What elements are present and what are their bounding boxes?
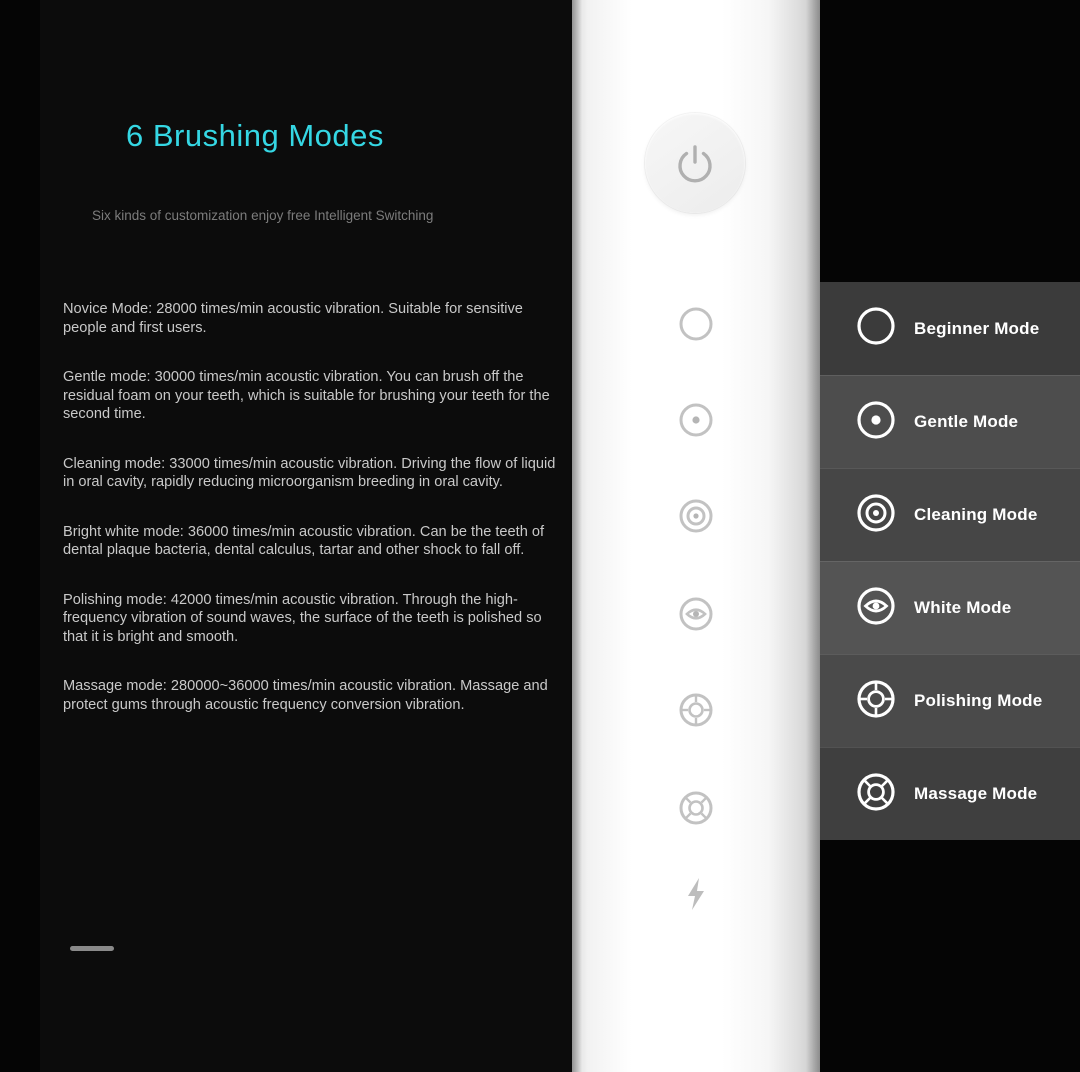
- device-left-shadow: [572, 0, 582, 1072]
- mode-legend-label: Polishing Mode: [914, 691, 1043, 710]
- home-indicator-bar: [70, 946, 114, 951]
- mode-description: Cleaning mode: 33000 times/min acoustic vibration. Driving the flow of liquid in oral cavity, rapidly reducing microorganism breeding in oral cavity.: [63, 455, 556, 490]
- mode-legend-list: [820, 282, 1080, 840]
- mode-legend-item-gentle[interactable]: [820, 375, 1080, 468]
- massage-circle-icon: [852, 768, 914, 821]
- mode-description-list: [63, 300, 563, 714]
- indicator-radiating-circle-icon: [572, 688, 820, 737]
- power-button[interactable]: [645, 113, 745, 213]
- device-right-shadow: [806, 0, 820, 1072]
- indicator-double-circle-icon: [572, 494, 820, 543]
- circle-outline-icon: [852, 302, 914, 355]
- mode-legend-item-polishing[interactable]: [820, 654, 1080, 747]
- indicator-circle-outline-icon: [572, 302, 820, 351]
- mode-description: Novice Mode: 28000 times/min acoustic vibration. Suitable for sensitive people and first users.: [63, 301, 523, 336]
- mode-description: Polishing mode: 42000 times/min acoustic vibration. Through the high-frequency vibration of sound waves, the surface of the teeth is polished so that it is bright and smooth.: [63, 591, 542, 645]
- mode-legend-label: Cleaning Mode: [914, 505, 1038, 524]
- power-icon: [673, 141, 717, 185]
- double-circle-icon: [852, 489, 914, 542]
- mode-legend-label: Beginner Mode: [914, 318, 1040, 338]
- indicator-dot-in-circle-icon: [572, 398, 820, 447]
- mode-legend-label: White Mode: [914, 598, 1012, 617]
- mode-legend-item-cleaning[interactable]: [820, 468, 1080, 561]
- indicator-eye-circle-icon: [572, 592, 820, 641]
- page-title: 6 Brushing Modes: [126, 118, 384, 153]
- mode-legend-item-beginner[interactable]: [820, 282, 1080, 375]
- radiating-circle-icon: [852, 675, 914, 728]
- mode-description: Gentle mode: 30000 times/min acoustic vibration. You can brush off the residual foam on your teeth, which is suitable for brushing your teeth for the second time.: [63, 369, 550, 422]
- mode-description: Bright white mode: 36000 times/min acoustic vibration. Can be the teeth of dental plaque bacteria, dental calculus, tartar and other shock to fall off.: [63, 523, 545, 558]
- dot-in-circle-icon: [852, 396, 914, 449]
- indicator-massage-circle-icon: [572, 786, 820, 835]
- page-subtitle: Six kinds of customization enjoy free Intelligent Switching: [92, 208, 434, 223]
- mode-legend-label: Gentle Mode: [914, 412, 1019, 431]
- indicator-lightning-bolt-icon: [572, 872, 820, 921]
- mode-legend-label: Massage Mode: [914, 784, 1038, 803]
- toothbrush-body: [572, 0, 820, 1072]
- mode-legend-item-massage[interactable]: [820, 747, 1080, 840]
- mode-legend-item-white[interactable]: [820, 561, 1080, 654]
- eye-circle-icon: [852, 582, 914, 635]
- mode-description: Massage mode: 280000~36000 times/min acoustic vibration. Massage and protect gums through acoustic frequency conversion vibration.: [63, 678, 548, 713]
